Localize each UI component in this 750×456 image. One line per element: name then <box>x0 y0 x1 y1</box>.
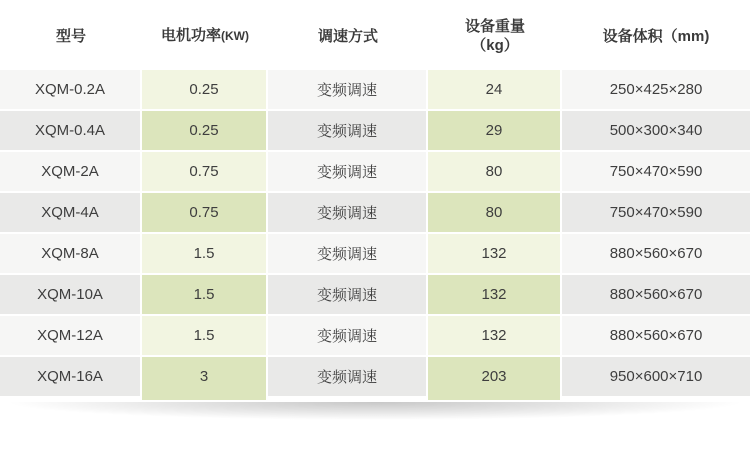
cell-speed: 变频调速 <box>268 111 428 150</box>
cell-power: 0.25 <box>142 111 268 150</box>
table-row <box>0 234 750 273</box>
table-row <box>0 357 750 396</box>
cell-power: 1.5 <box>142 316 268 355</box>
cell-power: 1.5 <box>142 275 268 314</box>
header-weight <box>428 2 562 70</box>
header-weight-label-line2: （kg） <box>471 37 519 54</box>
table-bottom-shadow <box>0 402 750 420</box>
cell-volume: 750×470×590 <box>562 193 750 232</box>
cell-speed: 变频调速 <box>268 275 428 314</box>
cell-volume: 880×560×670 <box>562 275 750 314</box>
table-row <box>0 70 750 109</box>
cell-model: XQM-8A <box>0 234 142 273</box>
cell-weight: 132 <box>428 234 562 273</box>
cell-power: 0.25 <box>142 70 268 109</box>
cell-volume: 880×560×670 <box>562 234 750 273</box>
table-row <box>0 275 750 314</box>
header-volume <box>562 2 750 70</box>
cell-weight: 80 <box>428 152 562 191</box>
cell-volume: 750×470×590 <box>562 152 750 191</box>
cell-volume: 250×425×280 <box>562 70 750 109</box>
table-row <box>0 316 750 355</box>
header-model-label: 型号 <box>55 27 86 45</box>
cell-weight: 203 <box>428 357 562 396</box>
table-row <box>0 152 750 191</box>
cell-model: XQM-0.4A <box>0 111 142 150</box>
header-model <box>0 2 142 70</box>
cell-speed: 变频调速 <box>268 234 428 273</box>
header-speed-control-label: 调速方式 <box>317 27 378 45</box>
cell-power: 0.75 <box>142 152 268 191</box>
cell-weight: 80 <box>428 193 562 232</box>
cell-weight: 132 <box>428 316 562 355</box>
cell-model: XQM-2A <box>0 152 142 191</box>
header-volume-label: 设备体积（mm) <box>602 27 710 45</box>
cell-speed: 变频调速 <box>268 152 428 191</box>
cell-model: XQM-12A <box>0 316 142 355</box>
cell-model: XQM-4A <box>0 193 142 232</box>
cell-power: 0.75 <box>142 193 268 232</box>
cell-weight: 24 <box>428 70 562 109</box>
header-motor-power-unit: (KW) <box>221 29 249 43</box>
cell-model: XQM-16A <box>0 357 142 396</box>
cell-power: 1.5 <box>142 234 268 273</box>
header-speed-control <box>268 2 428 70</box>
header-motor-power-label: 电机功率(KW) <box>161 27 249 44</box>
table-body <box>0 70 750 396</box>
cell-volume: 880×560×670 <box>562 316 750 355</box>
cell-volume: 950×600×710 <box>562 357 750 396</box>
header-motor-power <box>142 2 268 70</box>
cell-speed: 变频调速 <box>268 357 428 396</box>
table-row <box>0 111 750 150</box>
table-header-row <box>0 0 750 70</box>
header-weight-label-line1: 设备重量 <box>464 18 525 35</box>
cell-volume: 500×300×340 <box>562 111 750 150</box>
cell-weight: 132 <box>428 275 562 314</box>
cell-model: XQM-0.2A <box>0 70 142 109</box>
cell-speed: 变频调速 <box>268 316 428 355</box>
table-row <box>0 193 750 232</box>
cell-model: XQM-10A <box>0 275 142 314</box>
cell-power: 3 <box>142 357 268 396</box>
cell-weight: 29 <box>428 111 562 150</box>
cell-speed: 变频调速 <box>268 193 428 232</box>
cell-speed: 变频调速 <box>268 70 428 109</box>
